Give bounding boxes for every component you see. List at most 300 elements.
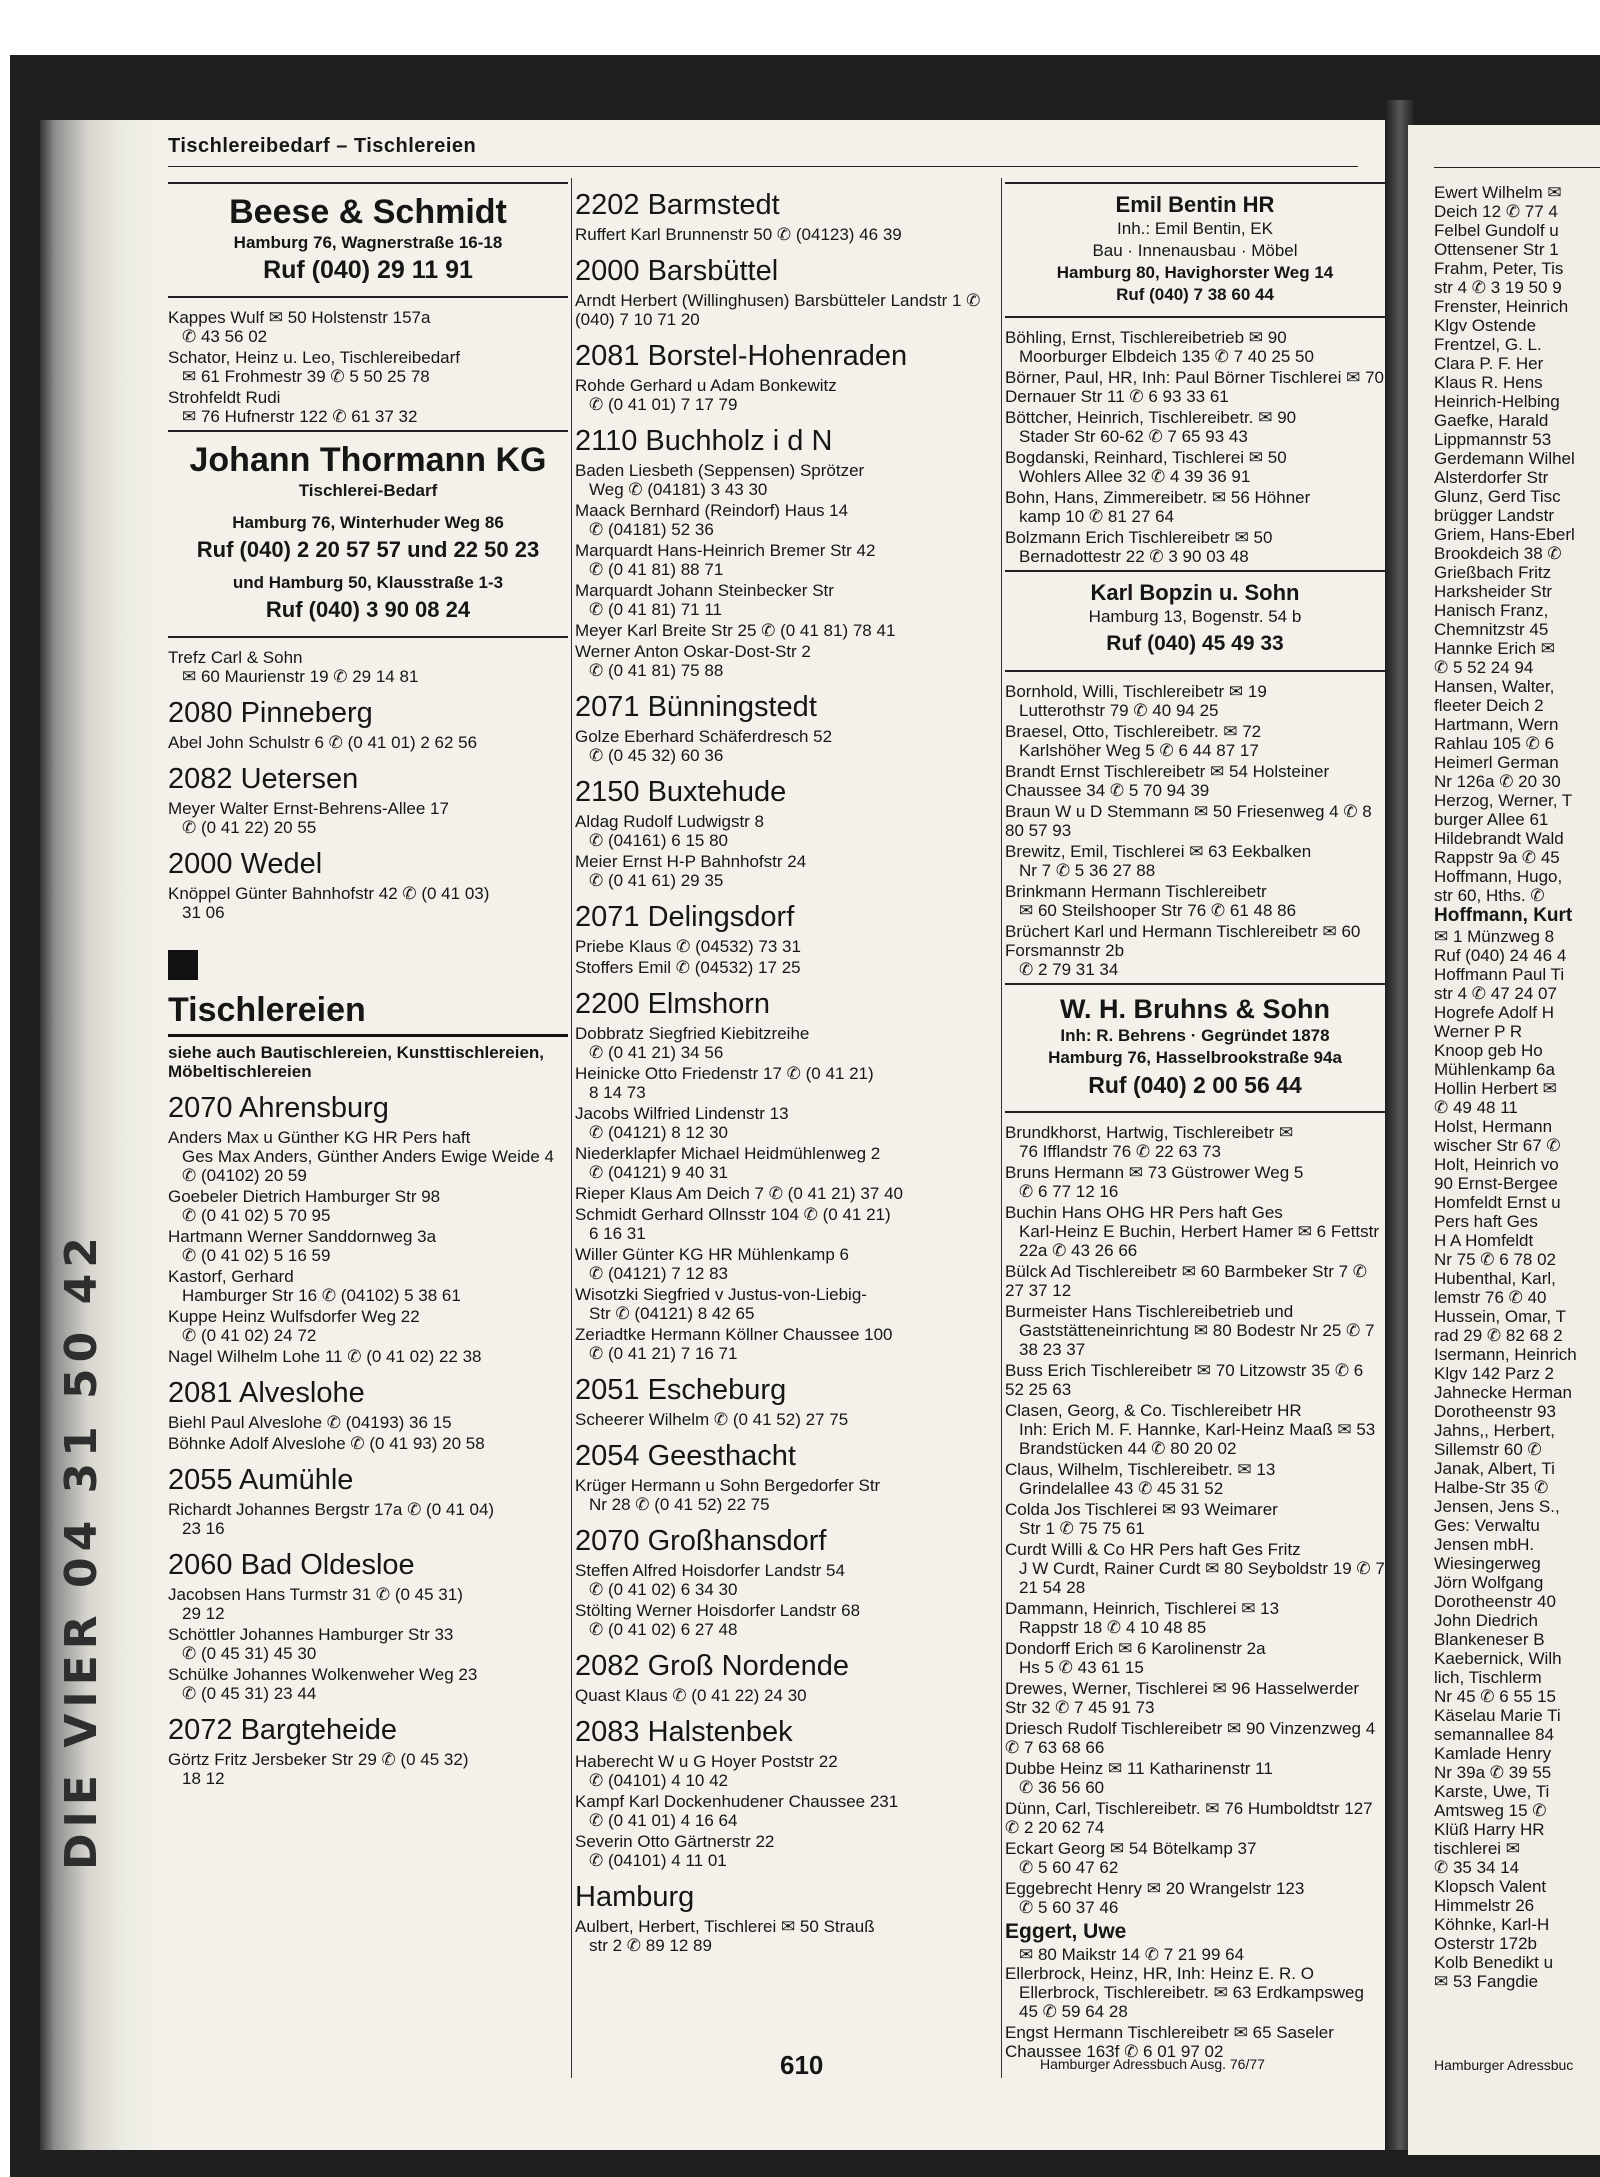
- entry-detail: ✆ (0 41 02) 6 27 48: [589, 1620, 738, 1639]
- entry-line: tischlerei ✉: [1434, 1839, 1521, 1858]
- directory-entry: [575, 1601, 999, 1639]
- entry-detail: Weg ✆ (04181) 3 43 30: [589, 480, 768, 499]
- entry-detail: Wohlers Allee 32 ✆ 4 39 36 91: [1019, 467, 1251, 486]
- entry-name: Kampf Karl Dockenhudener Chaussee 231: [575, 1792, 899, 1811]
- bold-entry: Hoffmann, Kurt: [1434, 905, 1573, 926]
- entry-list: [575, 1752, 999, 1870]
- entry-name: Haberecht W u G Hoyer Poststr 22: [575, 1752, 838, 1771]
- entry-line: Klgv Ostende: [1434, 316, 1537, 335]
- entry-line: semannallee 84: [1434, 1725, 1555, 1744]
- entry-line: Jahnecke Herman: [1434, 1383, 1572, 1402]
- entry-list: [1005, 328, 1385, 566]
- entry-line: Jahns,, Herbert,: [1434, 1421, 1555, 1440]
- entry-detail: ✆ (0 45 31) 23 44: [182, 1684, 317, 1703]
- header-rule: [1434, 167, 1600, 168]
- entry-list: [575, 225, 999, 244]
- directory-entry: [1005, 1839, 1385, 1877]
- entry-line: str 4 ✆ 3 19 50 9: [1434, 278, 1562, 297]
- entry-detail: 23 16: [182, 1519, 225, 1538]
- entry-detail: Gaststätteneinrichtung ✉ 80 Bodestr Nr 25 ✆ 7 38 23 37: [1019, 1321, 1375, 1359]
- entry-name: Werner Anton Oskar-Dost-Str 2: [575, 642, 811, 661]
- entry-name: Bruns Hermann ✉ 73 Güstrower Weg 5: [1005, 1163, 1304, 1182]
- header-rule: [168, 166, 1358, 167]
- entry-name: Eggebrecht Henry ✉ 20 Wrangelstr 123: [1005, 1879, 1305, 1898]
- entry-name: Curdt Willi & Co HR Pers haft Ges Fritz: [1005, 1540, 1301, 1559]
- entry-name: Brüchert Karl und Hermann Tischlereibetr ✉ 60 Forsmannstr 2b: [1005, 922, 1361, 960]
- entry-line: Jensen mbH.: [1434, 1535, 1535, 1554]
- entry-line: Jörn Wolfgang: [1434, 1573, 1544, 1592]
- directory-entry: [575, 1245, 999, 1283]
- directory-entry: [168, 348, 568, 386]
- town-heading: 2202 Barmstedt: [575, 189, 780, 221]
- directory-entry: [1005, 1679, 1385, 1717]
- town-heading: 2081 Alveslohe: [168, 1377, 365, 1409]
- ad-beese-schmidt: [168, 182, 568, 298]
- directory-entry: [168, 648, 568, 686]
- directory-entry: [1005, 1599, 1385, 1637]
- entry-line: str 4 ✆ 47 24 07: [1434, 984, 1557, 1003]
- entry-line: Himmelstr 26: [1434, 1896, 1535, 1915]
- directory-entry: [168, 1267, 568, 1305]
- entry-line: ✆ 5 52 24 94: [1434, 658, 1534, 677]
- entry-line: fleeter Deich 2: [1434, 696, 1544, 715]
- entry-name: Meyer Walter Ernst-Behrens-Allee 17: [168, 799, 449, 818]
- section-title: Tischlereien: [168, 990, 568, 1037]
- entry-line: Griem, Hans-Eberl: [1434, 525, 1575, 544]
- entry-line: Dorotheenstr 40: [1434, 1592, 1556, 1611]
- entry-line: Isermann, Heinrich: [1434, 1345, 1577, 1364]
- town-heading: 2000 Wedel: [168, 848, 323, 880]
- entry-name: Arndt Herbert (Willinghusen) Barsbütteler Landstr 1 ✆ (040) 7 10 71 20: [575, 291, 981, 329]
- entry-line: Nr 45 ✆ 6 55 15: [1434, 1687, 1556, 1706]
- entry-name: Stölting Werner Hoisdorfer Landstr 68: [575, 1601, 861, 1620]
- entry-line: H A Homfeldt: [1434, 1231, 1534, 1250]
- entry-detail: Hamburger Str 16 ✆ (04102) 5 38 61: [182, 1286, 461, 1305]
- entry-name: Niederklapfer Michael Heidmühlenweg 2: [575, 1144, 881, 1163]
- entry-line: Janak, Albert, Ti: [1434, 1459, 1555, 1478]
- entry-detail: ✆ 5 60 37 46: [1019, 1898, 1119, 1917]
- entry-name: Brandt Ernst Tischlereibetr ✉ 54 Holsteiner Chaussee 34 ✆ 5 70 94 39: [1005, 762, 1330, 800]
- entry-name: Clasen, Georg, & Co. Tischlereibetr HR: [1005, 1401, 1302, 1420]
- entry-line: Hildebrandt Wald: [1434, 829, 1564, 848]
- directory-entry: [1005, 1401, 1385, 1458]
- directory-entry: [575, 291, 999, 329]
- column-3: [1005, 178, 1385, 2063]
- directory-entry: [168, 1585, 568, 1623]
- entry-detail: ✆ (0 45 32) 60 36: [589, 746, 724, 765]
- town-heading: Hamburg: [575, 1881, 695, 1913]
- entry-name: Abel John Schulstr 6 ✆ (0 41 01) 2 62 56: [168, 733, 478, 752]
- bold-entry: [1005, 1919, 1385, 1964]
- directory-entry: [575, 1104, 999, 1142]
- directory-entry: [168, 1625, 568, 1663]
- entry-name: Rohde Gerhard u Adam Bonkewitz: [575, 376, 837, 395]
- next-page-fragment: [1408, 125, 1600, 2155]
- entry-line: str 60, Hths. ✆: [1434, 886, 1545, 905]
- entry-name: Quast Klaus ✆ (0 41 22) 24 30: [575, 1686, 807, 1705]
- entry-line: Heimerl German: [1434, 753, 1559, 772]
- town-heading: 2082 Groß Nordende: [575, 1650, 850, 1682]
- town-heading: 2071 Bünningstedt: [575, 691, 817, 723]
- entry-name: Eggert, Uwe: [1005, 1920, 1127, 1943]
- entry-line: Holst, Hermann: [1434, 1117, 1553, 1136]
- page-header: Tischlereibedarf – Tischlereien: [168, 135, 477, 157]
- entry-list: [575, 1561, 999, 1639]
- directory-entry: [1005, 922, 1385, 979]
- entry-name: Trefz Carl & Sohn: [168, 648, 303, 667]
- entry-line: Harksheider Str: [1434, 582, 1553, 601]
- entry-detail: 8 14 73: [589, 1083, 646, 1102]
- footer-publication: Hamburger Adressbuch Ausg. 76/77: [1040, 2056, 1265, 2072]
- ad-name: W. H. Bruhns & Sohn: [1060, 994, 1330, 1024]
- entry-line: Köhnke, Karl-H: [1434, 1915, 1550, 1934]
- entry-name: Böhling, Ernst, Tischlereibetrieb ✉ 90: [1005, 328, 1287, 347]
- ad-phone: Ruf (040) 3 90 08 24: [265, 597, 471, 622]
- entry-line: Clara P. F. Her: [1434, 354, 1544, 373]
- ad-address: Hamburg 76, Winterhuder Weg 86: [232, 513, 504, 532]
- entry-name: Dammann, Heinrich, Tischlerei ✉ 13: [1005, 1599, 1280, 1618]
- entry-detail: kamp 10 ✆ 81 27 64: [1019, 507, 1175, 526]
- entry-line: ✉ 1 Münzweg 8: [1434, 927, 1555, 946]
- entry-line: Homfeldt Ernst u: [1434, 1193, 1561, 1212]
- directory-entry: [1005, 1500, 1385, 1538]
- entry-detail: ✆ (04121) 9 40 31: [589, 1163, 729, 1182]
- entry-list: [575, 1917, 999, 1955]
- directory-entry: [575, 852, 999, 890]
- entry-list: [575, 937, 999, 977]
- entry-name: Ruffert Karl Brunnenstr 50 ✆ (04123) 46 39: [575, 225, 902, 244]
- entry-list: [575, 1410, 999, 1429]
- ad-address: Hamburg 76, Hasselbrookstraße 94a: [1048, 1048, 1342, 1067]
- town-list: [575, 188, 999, 1955]
- directory-entry: [575, 1832, 999, 1870]
- directory-entry: [1005, 1203, 1385, 1260]
- directory-entry: [1005, 682, 1385, 720]
- entry-detail: ✆ (0 41 02) 6 34 30: [589, 1580, 738, 1599]
- column-2: [575, 178, 999, 1957]
- town-heading: 2054 Geesthacht: [575, 1440, 796, 1472]
- entry-detail: ✆ (04101) 4 10 42: [589, 1771, 729, 1790]
- entry-list: [168, 1500, 568, 1538]
- entry-line: John Diedrich: [1434, 1611, 1538, 1630]
- ad-phone: Ruf (040) 29 11 91: [263, 256, 473, 284]
- entry-detail: Inh: Erich M. F. Hannke, Karl-Heinz Maaß ✉ 53 Brandstücken 44 ✆ 80 20 02: [1019, 1420, 1376, 1458]
- entry-detail: ✆ (0 41 02) 24 72: [182, 1326, 317, 1345]
- entry-name: Kappes Wulf ✉ 50 Holstenstr 157a: [168, 308, 431, 327]
- entry-name: Claus, Wilhelm, Tischlereibetr. ✉ 13: [1005, 1460, 1276, 1479]
- entry-line: Hussein, Omar, T: [1434, 1307, 1566, 1326]
- column-divider: [1001, 178, 1002, 2078]
- entry-detail: ✆ (0 41 01) 7 17 79: [589, 395, 738, 414]
- entry-list: [168, 733, 568, 752]
- entry-detail: ✆ (0 41 01) 4 16 64: [589, 1811, 738, 1830]
- entry-line: ✆ 49 48 11: [1434, 1098, 1518, 1117]
- entry-detail: ✉ 60 Maurienstr 19 ✆ 29 14 81: [182, 667, 419, 686]
- entry-line: Hansen, Walter,: [1434, 677, 1555, 696]
- entry-line: wischer Str 67 ✆: [1434, 1136, 1561, 1155]
- directory-entry: [575, 1410, 999, 1429]
- directory-entry: [1005, 1799, 1385, 1837]
- town-heading: 2071 Delingsdorf: [575, 901, 795, 933]
- entry-line: Hogrefe Adolf H: [1434, 1003, 1555, 1022]
- entry-name: Dünn, Carl, Tischlereibetr. ✉ 76 Humboldtstr 127 ✆ 2 20 62 74: [1005, 1799, 1373, 1837]
- entry-detail: ✆ (04181) 52 36: [589, 520, 714, 539]
- entry-line: Frentzel, G. L.: [1434, 335, 1542, 354]
- entry-line: Hubenthal, Karl,: [1434, 1269, 1556, 1288]
- entry-detail: ✆ (04161) 6 15 80: [589, 831, 729, 850]
- entry-detail: Str ✆ (04121) 8 42 65: [589, 1304, 755, 1323]
- entry-detail: 6 16 31: [589, 1224, 646, 1243]
- directory-entry: [168, 1413, 568, 1432]
- ad-address: Hamburg 80, Havighorster Weg 14: [1056, 263, 1334, 282]
- entry-detail: Nr 7 ✆ 5 36 27 88: [1019, 861, 1156, 880]
- entry-line: Herzog, Werner, T: [1434, 791, 1573, 810]
- entry-line: Ges: Verwaltu: [1434, 1516, 1540, 1535]
- entry-line: Halbe-Str 35 ✆: [1434, 1478, 1549, 1497]
- directory-entry: [168, 1347, 568, 1366]
- entry-line: Werner P R: [1434, 1022, 1523, 1041]
- entry-name: Stoffers Emil ✆ (04532) 17 25: [575, 958, 801, 977]
- ad-owner: Inh: R. Behrens · Gegründet 1878: [1060, 1026, 1330, 1045]
- entry-name: Schator, Heinz u. Leo, Tischlereibedarf: [168, 348, 460, 367]
- directory-page: [40, 120, 1390, 2150]
- entry-detail: Moorburger Elbdeich 135 ✆ 7 40 25 50: [1019, 347, 1314, 366]
- entry-line: Kaebernick, Wilh: [1434, 1649, 1562, 1668]
- directory-entry: [575, 1285, 999, 1323]
- town-heading: 2055 Aumühle: [168, 1464, 354, 1496]
- entry-list: [575, 1686, 999, 1705]
- ad-phone: Ruf (040) 7 38 60 44: [1116, 285, 1274, 304]
- entry-detail: 29 12: [182, 1604, 225, 1623]
- entry-detail: Lutterothstr 79 ✆ 40 94 25: [1019, 701, 1219, 720]
- entry-list: [1005, 682, 1385, 979]
- town-heading: 2150 Buxtehude: [575, 776, 787, 808]
- directory-entry: [575, 1476, 999, 1514]
- entry-line: Hannke Erich ✉: [1434, 639, 1556, 658]
- town-list: [168, 1091, 568, 1788]
- entry-name: Wisotzki Siegfried v Justus-von-Liebig-: [575, 1285, 867, 1304]
- directory-entry: [575, 1144, 999, 1182]
- entry-line: Gaefke, Harald: [1434, 411, 1549, 430]
- entry-line: Klgv 142 Parz 2: [1434, 1364, 1555, 1383]
- entry-name: Bohn, Hans, Zimmereibetr. ✉ 56 Höhner: [1005, 488, 1311, 507]
- directory-entry: [575, 1917, 999, 1955]
- entry-detail: 18 12: [182, 1769, 225, 1788]
- section-heading-block: [168, 950, 568, 1081]
- entry-line: Ottensener Str 1: [1434, 240, 1559, 259]
- town-heading: 2000 Barsbüttel: [575, 255, 779, 287]
- directory-entry: [168, 1500, 568, 1538]
- entry-line: Ewert Wilhelm ✉: [1434, 183, 1562, 202]
- entry-line: Nr 75 ✆ 6 78 02: [1434, 1250, 1556, 1269]
- section-marker-icon: [168, 950, 198, 980]
- entry-detail: ✆ (04121) 8 12 30: [589, 1123, 729, 1142]
- entry-name: Driesch Rudolf Tischlereibetr ✉ 90 Vinzenzweg 4 ✆ 7 63 68 66: [1005, 1719, 1376, 1757]
- entry-detail: ✆ (0 41 21) 7 16 71: [589, 1344, 738, 1363]
- entry-detail: ✆ (0 41 22) 20 55: [182, 818, 317, 837]
- directory-entry: [1005, 1759, 1385, 1797]
- directory-entry: [575, 1752, 999, 1790]
- entry-line: Kamlade Henry: [1434, 1744, 1552, 1763]
- entry-name: Bolzmann Erich Tischlereibetr ✉ 50: [1005, 528, 1273, 547]
- ad-wh-bruhns: [1005, 983, 1385, 1113]
- town-list: [168, 696, 568, 922]
- town-heading: 2083 Halstenbek: [575, 1716, 793, 1748]
- entry-name: Bornhold, Willi, Tischlereibetr ✉ 19: [1005, 682, 1267, 701]
- entry-name: Börner, Paul, HR, Inh: Paul Börner Tischlerei ✉ 70 Dernauer Str 11 ✆ 6 93 33 61: [1005, 368, 1384, 406]
- entry-name: Knöppel Günter Bahnhofstr 42 ✆ (0 41 03): [168, 884, 490, 903]
- ad-phone: Ruf (040) 45 49 33: [1106, 632, 1284, 655]
- entry-name: Rieper Klaus Am Deich 7 ✆ (0 41 21) 37 40: [575, 1184, 903, 1203]
- entry-line: Alsterdorfer Str: [1434, 468, 1549, 487]
- entry-name: Priebe Klaus ✆ (04532) 73 31: [575, 937, 801, 956]
- entry-name: Görtz Fritz Jersbeker Str 29 ✆ (0 45 32): [168, 1750, 469, 1769]
- directory-entry: [1005, 1964, 1385, 2021]
- entry-detail: J W Curdt, Rainer Curdt ✉ 80 Seyboldstr 19 ✆ 7 21 54 28: [1019, 1559, 1385, 1597]
- entry-detail: ✆ (0 41 21) 34 56: [589, 1043, 724, 1062]
- directory-entry: [1005, 1361, 1385, 1399]
- directory-entry: [168, 1227, 568, 1265]
- entry-line: Amtsweg 15 ✆: [1434, 1801, 1547, 1820]
- entry-name: Golze Eberhard Schäferdresch 52: [575, 727, 833, 746]
- directory-entry: [1005, 1163, 1385, 1201]
- entry-name: Brinkmann Hermann Tischlereibetr: [1005, 882, 1267, 901]
- directory-entry: [1005, 842, 1385, 880]
- entry-list: [1005, 1123, 1385, 1917]
- entry-name: Drewes, Werner, Tischlerei ✉ 96 Hasselwerder Str 32 ✆ 7 45 91 73: [1005, 1679, 1360, 1717]
- entry-detail: ✆ (0 41 81) 75 88: [589, 661, 724, 680]
- entry-name: Ellerbrock, Heinz, HR, Inh: Heinz E. R. O: [1005, 1964, 1314, 1983]
- entry-line: Jensen, Jens S.,: [1434, 1497, 1560, 1516]
- ad-address: Hamburg 76, Wagnerstraße 16-18: [233, 233, 503, 252]
- entry-name: Jacobsen Hans Turmstr 31 ✆ (0 45 31): [168, 1585, 463, 1604]
- entry-detail: 76 Ifflandstr 76 ✆ 22 63 73: [1019, 1142, 1222, 1161]
- directory-entry: [168, 733, 568, 752]
- ad-name: Karl Bopzin u. Sohn: [1090, 580, 1300, 605]
- directory-entry: [575, 642, 999, 680]
- entry-list: [168, 1750, 568, 1788]
- ad-phone: Ruf (040) 2 20 57 57 und 22 50 23: [196, 537, 540, 562]
- town-heading: 2081 Borstel-Hohenraden: [575, 340, 908, 372]
- entry-name: Bülck Ad Tischlereibetr ✉ 60 Barmbeker Str 7 ✆ 27 37 12: [1005, 1262, 1368, 1300]
- directory-entry: [168, 388, 568, 426]
- town-heading: 2072 Bargteheide: [168, 1714, 397, 1746]
- town-heading: 2051 Escheburg: [575, 1374, 787, 1406]
- entry-line: ✆ 35 34 14: [1434, 1858, 1520, 1877]
- entry-detail: Rappstr 18 ✆ 4 10 48 85: [1019, 1618, 1207, 1637]
- directory-entry: [575, 1792, 999, 1830]
- directory-entry: [575, 1561, 999, 1599]
- spine-imprint: DIE VIER 04 31 50 42: [56, 1231, 107, 1870]
- entry-list: [575, 376, 999, 414]
- entry-detail: ✆ (0 41 81) 71 11: [589, 600, 723, 619]
- entry-line: Mühlenkamp 6a: [1434, 1060, 1555, 1079]
- entry-line: Kolb Benedikt u: [1434, 1953, 1554, 1972]
- entry-name: Richardt Johannes Bergstr 17a ✆ (0 41 04): [168, 1500, 495, 1519]
- entry-detail: Ges Max Anders, Günther Anders Ewige Weide 4 ✆ (04102) 20 59: [182, 1147, 554, 1185]
- entry-line: lemstr 76 ✆ 40: [1434, 1288, 1547, 1307]
- directory-entry: [1005, 1262, 1385, 1300]
- directory-entry: [575, 1064, 999, 1102]
- entry-name: Braun W u D Stemmann ✉ 50 Friesenweg 4 ✆ 8 80 57 93: [1005, 802, 1372, 840]
- entry-name: Schmidt Gerhard Ollnsstr 104 ✆ (0 41 21): [575, 1205, 891, 1224]
- directory-entry: [1005, 1302, 1385, 1359]
- entry-line: Blankeneser B: [1434, 1630, 1545, 1649]
- directory-entry: [168, 308, 568, 346]
- entry-list: [1434, 183, 1600, 905]
- entry-list: [1434, 927, 1600, 1991]
- entry-name: Schöttler Johannes Hamburger Str 33: [168, 1625, 454, 1644]
- entry-name: Engst Hermann Tischlereibetr ✉ 65 Saseler Chaussee 163f ✆ 6 01 97 02: [1005, 2023, 1334, 2061]
- ad-phone: Ruf (040) 2 00 56 44: [1088, 1072, 1302, 1098]
- entry-name: Baden Liesbeth (Seppensen) Sprötzer: [575, 461, 865, 480]
- directory-entry: [1005, 882, 1385, 920]
- entry-list: [575, 1024, 999, 1363]
- directory-entry: [1005, 1879, 1385, 1917]
- town-heading: 2070 Ahrensburg: [168, 1092, 389, 1124]
- entry-line: Frahm, Peter, Tis: [1434, 259, 1564, 278]
- entry-name: Goebeler Dietrich Hamburger Str 98: [168, 1187, 441, 1206]
- entry-detail: ✆ 2 79 31 34: [1019, 960, 1119, 979]
- entry-name: Buchin Hans OHG HR Pers haft Ges: [1005, 1203, 1283, 1222]
- next-page-column: [1434, 183, 1600, 1991]
- ad-owner: Inh.: Emil Bentin, EK: [1117, 219, 1273, 238]
- entry-line: brügger Landstr: [1434, 506, 1555, 525]
- ad-johann-thormann: [168, 430, 568, 638]
- entry-list: [575, 727, 999, 765]
- entry-name: Dobbratz Siegfried Kiebitzreihe: [575, 1024, 810, 1043]
- entry-line: lich, Tischlerm: [1434, 1668, 1542, 1687]
- entry-detail: ✉ 80 Maikstr 14 ✆ 7 21 99 64: [1019, 1945, 1245, 1964]
- directory-entry: [1005, 1123, 1385, 1161]
- entry-line: Rahlau 105 ✆ 6: [1434, 734, 1555, 753]
- entry-name: Böttcher, Heinrich, Tischlereibetr. ✉ 90: [1005, 408, 1297, 427]
- ad-subtitle: Tischlerei-Bedarf: [298, 481, 438, 500]
- ad-services: Bau · Innenausbau · Möbel: [1092, 241, 1298, 260]
- directory-entry: [575, 461, 999, 499]
- column-divider: [571, 178, 572, 2078]
- directory-entry: [1005, 488, 1385, 526]
- next-page-footer: Hamburger Adressbuc: [1434, 2057, 1574, 2073]
- entry-name: Hartmann Werner Sanddornweg 3a: [168, 1227, 437, 1246]
- entry-name: Aldag Rudolf Ludwigstr 8: [575, 812, 765, 831]
- town-heading: 2082 Uetersen: [168, 763, 359, 795]
- entry-name: Bogdanski, Reinhard, Tischlerei ✉ 50: [1005, 448, 1287, 467]
- town-heading: 2110 Buchholz i d N: [575, 425, 833, 457]
- entry-name: Braesel, Otto, Tischlereibetr. ✉ 72: [1005, 722, 1262, 741]
- directory-entry: [1005, 448, 1385, 486]
- entry-detail: Stader Str 60-62 ✆ 7 65 93 43: [1019, 427, 1248, 446]
- entry-name: Aulbert, Herbert, Tischlerei ✉ 50 Strauß: [575, 1917, 875, 1936]
- ad-emil-bentin: [1005, 182, 1385, 318]
- entry-line: Nr 39a ✆ 39 55: [1434, 1763, 1552, 1782]
- entry-line: Wiesingerweg: [1434, 1554, 1541, 1573]
- entry-name: Biehl Paul Alveslohe ✆ (04193) 36 15: [168, 1413, 452, 1432]
- ad-karl-bopzin: [1005, 570, 1385, 672]
- entry-detail: Nr 28 ✆ (0 41 52) 22 75: [589, 1495, 770, 1514]
- directory-entry: [168, 1750, 568, 1788]
- entry-line: Dorotheenstr 93: [1434, 1402, 1556, 1421]
- entry-detail: ✆ 36 56 60: [1019, 1778, 1105, 1797]
- entry-detail: ✆ (0 41 02) 5 16 59: [182, 1246, 331, 1265]
- entry-list: [168, 1413, 568, 1453]
- directory-entry: [168, 884, 568, 922]
- entry-name: Brewitz, Emil, Tischlerei ✉ 63 Eekbalken: [1005, 842, 1312, 861]
- directory-entry: [575, 541, 999, 579]
- entry-name: Anders Max u Günther KG HR Pers haft: [168, 1128, 471, 1147]
- directory-entry: [1005, 368, 1385, 406]
- entry-detail: ✆ (0 45 31) 45 30: [182, 1644, 317, 1663]
